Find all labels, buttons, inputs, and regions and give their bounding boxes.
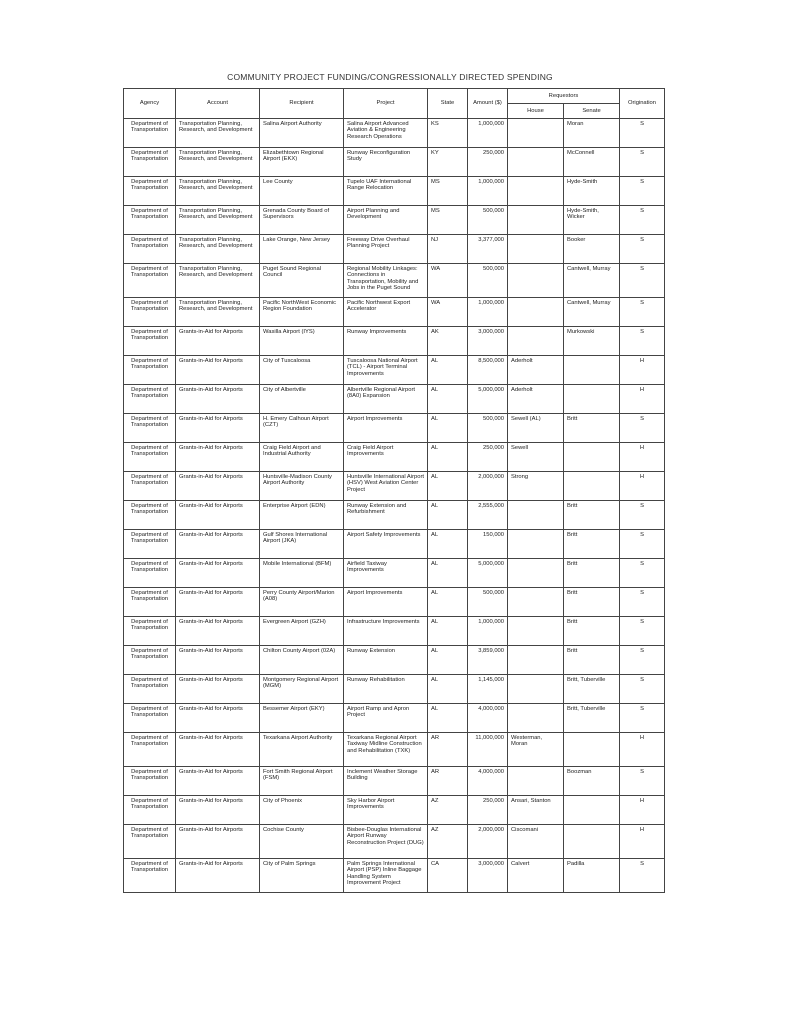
cell-origination: S xyxy=(620,646,665,675)
cell-state: AL xyxy=(428,356,468,385)
cell-amount: 3,000,000 xyxy=(468,327,508,356)
cell-agency: Department of Transportation xyxy=(124,206,176,235)
cell-state: AZ xyxy=(428,796,468,825)
cell-agency: Department of Transportation xyxy=(124,588,176,617)
table-row xyxy=(124,675,665,704)
cell-recipient: Chilton County Airport (02A) xyxy=(260,646,344,675)
cell-recipient: Grenada County Board of Supervisors xyxy=(260,206,344,235)
cell-account: Grants-in-Aid for Airports xyxy=(176,588,260,617)
cell-agency: Department of Transportation xyxy=(124,235,176,264)
cell-origination: S xyxy=(620,414,665,443)
cell-state: KY xyxy=(428,148,468,177)
cell-house: Ciscomani xyxy=(508,825,564,859)
cell-agency: Department of Transportation xyxy=(124,675,176,704)
cell-senate: Britt xyxy=(564,530,620,559)
cell-agency: Department of Transportation xyxy=(124,767,176,796)
cell-agency: Department of Transportation xyxy=(124,704,176,733)
cell-account: Grants-in-Aid for Airports xyxy=(176,733,260,767)
cell-recipient: Texarkana Airport Authority xyxy=(260,733,344,767)
cell-origination: S xyxy=(620,559,665,588)
cell-state: MS xyxy=(428,206,468,235)
col-header-requestors: Requestors xyxy=(508,89,620,104)
cell-origination: H xyxy=(620,356,665,385)
cell-recipient: Bessemer Airport (EKY) xyxy=(260,704,344,733)
cell-recipient: Gulf Shores International Airport (JKA) xyxy=(260,530,344,559)
cell-recipient: Mobile International (BFM) xyxy=(260,559,344,588)
cell-state: AL xyxy=(428,530,468,559)
cell-project: Tupelo UAF International Range Relocation xyxy=(344,177,428,206)
cell-senate: Britt xyxy=(564,559,620,588)
table-row xyxy=(124,119,665,148)
cell-state: AL xyxy=(428,443,468,472)
table-row xyxy=(124,327,665,356)
cell-agency: Department of Transportation xyxy=(124,472,176,501)
cell-project: Freeway Drive Overhaul Planning Project xyxy=(344,235,428,264)
cell-house xyxy=(508,119,564,148)
cell-origination: S xyxy=(620,235,665,264)
table-row xyxy=(124,264,665,298)
cell-amount: 3,859,000 xyxy=(468,646,508,675)
cell-origination: S xyxy=(620,704,665,733)
cell-project: Runway Improvements xyxy=(344,327,428,356)
cell-agency: Department of Transportation xyxy=(124,356,176,385)
cell-house xyxy=(508,675,564,704)
cell-state: AL xyxy=(428,385,468,414)
cell-agency: Department of Transportation xyxy=(124,796,176,825)
cell-senate: Booker xyxy=(564,235,620,264)
cell-senate xyxy=(564,356,620,385)
cell-state: AL xyxy=(428,704,468,733)
cell-house xyxy=(508,588,564,617)
cell-senate xyxy=(564,825,620,859)
cell-state: AR xyxy=(428,767,468,796)
table-row xyxy=(124,767,665,796)
cell-senate: Britt, Tuberville xyxy=(564,704,620,733)
cell-origination: S xyxy=(620,119,665,148)
cell-recipient: Elizabethtown Regional Airport (EKX) xyxy=(260,148,344,177)
cell-state: WA xyxy=(428,298,468,327)
cell-senate: Murkowski xyxy=(564,327,620,356)
cell-origination: S xyxy=(620,859,665,893)
col-header-state: State xyxy=(428,89,468,119)
cell-origination: H xyxy=(620,443,665,472)
cell-account: Grants-in-Aid for Airports xyxy=(176,825,260,859)
cell-amount: 500,000 xyxy=(468,588,508,617)
cell-account: Grants-in-Aid for Airports xyxy=(176,385,260,414)
cell-senate: Britt xyxy=(564,501,620,530)
table-row xyxy=(124,825,665,859)
cell-amount: 8,500,000 xyxy=(468,356,508,385)
cell-origination: H xyxy=(620,385,665,414)
cell-amount: 500,000 xyxy=(468,206,508,235)
cell-origination: H xyxy=(620,733,665,767)
cell-project: Airport Safety Improvements xyxy=(344,530,428,559)
table-row xyxy=(124,414,665,443)
cell-account: Grants-in-Aid for Airports xyxy=(176,559,260,588)
cell-state: NJ xyxy=(428,235,468,264)
cell-account: Grants-in-Aid for Airports xyxy=(176,617,260,646)
cell-recipient: Wasilla Airport (IYS) xyxy=(260,327,344,356)
cell-amount: 4,000,000 xyxy=(468,767,508,796)
cell-agency: Department of Transportation xyxy=(124,148,176,177)
cell-project: Texarkana Regional Airport Taxiway Midline Construction and Rehabilitation (TXK) xyxy=(344,733,428,767)
cell-recipient: H. Emery Calhoun Airport (CZT) xyxy=(260,414,344,443)
cell-house xyxy=(508,206,564,235)
table-row xyxy=(124,472,665,501)
cell-project: Pacific Northwest Export Accelerator xyxy=(344,298,428,327)
cell-amount: 3,000,000 xyxy=(468,859,508,893)
cell-amount: 11,000,000 xyxy=(468,733,508,767)
cell-amount: 1,000,000 xyxy=(468,298,508,327)
cell-recipient: Craig Field Airport and Industrial Authority xyxy=(260,443,344,472)
cell-recipient: Lee County xyxy=(260,177,344,206)
table-row xyxy=(124,617,665,646)
cell-amount: 1,000,000 xyxy=(468,177,508,206)
cell-senate: Hyde-Smith xyxy=(564,177,620,206)
cell-account: Transportation Planning, Research, and Development xyxy=(176,264,260,298)
cell-house xyxy=(508,767,564,796)
cell-agency: Department of Transportation xyxy=(124,327,176,356)
cell-senate: Cantwell, Murray xyxy=(564,298,620,327)
cell-recipient: Perry County Airport/Marion (A08) xyxy=(260,588,344,617)
cell-amount: 2,000,000 xyxy=(468,825,508,859)
table-row xyxy=(124,148,665,177)
cell-account: Grants-in-Aid for Airports xyxy=(176,796,260,825)
cell-senate: Boozman xyxy=(564,767,620,796)
cell-house: Westerman, Moran xyxy=(508,733,564,767)
cell-origination: S xyxy=(620,177,665,206)
cell-project: Sky Harbor Airport Improvements xyxy=(344,796,428,825)
cell-origination: S xyxy=(620,588,665,617)
cell-account: Transportation Planning, Research, and Development xyxy=(176,119,260,148)
cell-origination: H xyxy=(620,825,665,859)
cell-house: Sewell xyxy=(508,443,564,472)
cell-house xyxy=(508,559,564,588)
cell-agency: Department of Transportation xyxy=(124,646,176,675)
cell-agency: Department of Transportation xyxy=(124,559,176,588)
cell-house: Aderholt xyxy=(508,356,564,385)
cell-origination: S xyxy=(620,206,665,235)
cell-state: AR xyxy=(428,733,468,767)
cell-origination: S xyxy=(620,675,665,704)
cell-account: Grants-in-Aid for Airports xyxy=(176,356,260,385)
table-row xyxy=(124,298,665,327)
cell-project: Craig Field Airport Improvements xyxy=(344,443,428,472)
cell-state: AL xyxy=(428,472,468,501)
cell-recipient: Puget Sound Regional Council xyxy=(260,264,344,298)
cell-agency: Department of Transportation xyxy=(124,264,176,298)
cell-origination: S xyxy=(620,617,665,646)
cell-state: CA xyxy=(428,859,468,893)
cell-house xyxy=(508,617,564,646)
cell-project: Salina Airport Advanced Aviation & Engineering Research Operations xyxy=(344,119,428,148)
cell-account: Grants-in-Aid for Airports xyxy=(176,859,260,893)
cell-origination: H xyxy=(620,796,665,825)
table-row xyxy=(124,559,665,588)
cell-origination: S xyxy=(620,767,665,796)
cell-agency: Department of Transportation xyxy=(124,733,176,767)
table-row xyxy=(124,206,665,235)
cell-recipient: Salina Airport Authority xyxy=(260,119,344,148)
cell-recipient: Lake Orange, New Jersey xyxy=(260,235,344,264)
cell-recipient: City of Albertville xyxy=(260,385,344,414)
cell-senate: Hyde-Smith, Wicker xyxy=(564,206,620,235)
cell-recipient: Fort Smith Regional Airport (FSM) xyxy=(260,767,344,796)
cell-senate: Britt xyxy=(564,588,620,617)
cell-recipient: Cochise County xyxy=(260,825,344,859)
col-header-house: House xyxy=(508,104,564,119)
cell-project: Airfield Taxiway Improvements xyxy=(344,559,428,588)
cell-project: Runway Extension xyxy=(344,646,428,675)
cell-state: AL xyxy=(428,588,468,617)
table-row xyxy=(124,177,665,206)
cell-amount: 250,000 xyxy=(468,148,508,177)
cell-project: Bisbee-Douglas International Airport Runway Reconstruction Project (DUG) xyxy=(344,825,428,859)
spending-table xyxy=(123,88,665,893)
cell-state: KS xyxy=(428,119,468,148)
cell-senate xyxy=(564,733,620,767)
cell-origination: S xyxy=(620,148,665,177)
col-header-project: Project xyxy=(344,89,428,119)
cell-origination: S xyxy=(620,530,665,559)
cell-account: Grants-in-Aid for Airports xyxy=(176,472,260,501)
cell-senate xyxy=(564,385,620,414)
col-header-amount: Amount ($) xyxy=(468,89,508,119)
col-header-account: Account xyxy=(176,89,260,119)
cell-recipient: City of Palm Springs xyxy=(260,859,344,893)
cell-house xyxy=(508,177,564,206)
cell-origination: H xyxy=(620,472,665,501)
cell-agency: Department of Transportation xyxy=(124,617,176,646)
cell-amount: 250,000 xyxy=(468,796,508,825)
cell-house xyxy=(508,327,564,356)
table-row xyxy=(124,530,665,559)
cell-senate: Britt xyxy=(564,414,620,443)
table-row xyxy=(124,385,665,414)
cell-senate xyxy=(564,796,620,825)
cell-account: Grants-in-Aid for Airports xyxy=(176,675,260,704)
cell-senate: McConnell xyxy=(564,148,620,177)
cell-amount: 5,000,000 xyxy=(468,559,508,588)
cell-project: Infrastructure Improvements xyxy=(344,617,428,646)
cell-account: Grants-in-Aid for Airports xyxy=(176,443,260,472)
cell-account: Grants-in-Aid for Airports xyxy=(176,414,260,443)
col-header-senate: Senate xyxy=(564,104,620,119)
cell-house xyxy=(508,530,564,559)
cell-project: Runway Reconfiguration Study xyxy=(344,148,428,177)
cell-amount: 2,555,000 xyxy=(468,501,508,530)
cell-project: Airport Improvements xyxy=(344,414,428,443)
table-row xyxy=(124,235,665,264)
cell-project: Runway Rehabilitation xyxy=(344,675,428,704)
cell-account: Grants-in-Aid for Airports xyxy=(176,530,260,559)
cell-house: Ansari, Stanton xyxy=(508,796,564,825)
cell-agency: Department of Transportation xyxy=(124,530,176,559)
table-row xyxy=(124,443,665,472)
cell-state: AL xyxy=(428,646,468,675)
cell-senate: Cantwell, Murray xyxy=(564,264,620,298)
cell-project: Albertville Regional Airport (8A0) Expansion xyxy=(344,385,428,414)
cell-project: Airport Improvements xyxy=(344,588,428,617)
cell-project: Tuscaloosa National Airport (TCL) - Airport Terminal Improvements xyxy=(344,356,428,385)
cell-account: Transportation Planning, Research, and Development xyxy=(176,298,260,327)
cell-amount: 150,000 xyxy=(468,530,508,559)
cell-recipient: Huntsville-Madison County Airport Authority xyxy=(260,472,344,501)
cell-amount: 2,000,000 xyxy=(468,472,508,501)
cell-recipient: City of Tuscaloosa xyxy=(260,356,344,385)
cell-senate: Britt xyxy=(564,646,620,675)
cell-senate: Moran xyxy=(564,119,620,148)
table-row xyxy=(124,501,665,530)
cell-senate: Padilla xyxy=(564,859,620,893)
document-title: COMMUNITY PROJECT FUNDING/CONGRESSIONALLY DIRECTED SPENDING xyxy=(227,72,553,82)
cell-project: Inclement Weather Storage Building xyxy=(344,767,428,796)
cell-house: Calvert xyxy=(508,859,564,893)
cell-state: AL xyxy=(428,559,468,588)
cell-house xyxy=(508,646,564,675)
table-body xyxy=(124,119,665,893)
cell-state: MS xyxy=(428,177,468,206)
cell-recipient: Montgomery Regional Airport (MGM) xyxy=(260,675,344,704)
cell-origination: S xyxy=(620,298,665,327)
cell-project: Palm Springs International Airport (PSP) Inline Baggage Handling System Improvement Project xyxy=(344,859,428,893)
cell-agency: Department of Transportation xyxy=(124,414,176,443)
cell-state: AL xyxy=(428,414,468,443)
cell-house: Aderholt xyxy=(508,385,564,414)
cell-project: Airport Planning and Development xyxy=(344,206,428,235)
cell-amount: 5,000,000 xyxy=(468,385,508,414)
table-row xyxy=(124,704,665,733)
cell-state: WA xyxy=(428,264,468,298)
cell-account: Transportation Planning, Research, and Development xyxy=(176,206,260,235)
table-row xyxy=(124,733,665,767)
cell-amount: 1,000,000 xyxy=(468,119,508,148)
cell-house xyxy=(508,501,564,530)
cell-recipient: Pacific NorthWest Economic Region Foundation xyxy=(260,298,344,327)
cell-account: Transportation Planning, Research, and Development xyxy=(176,148,260,177)
table-row xyxy=(124,588,665,617)
cell-state: AZ xyxy=(428,825,468,859)
cell-house xyxy=(508,235,564,264)
table-row xyxy=(124,859,665,893)
cell-state: AL xyxy=(428,501,468,530)
col-header-recipient: Recipient xyxy=(260,89,344,119)
cell-account: Grants-in-Aid for Airports xyxy=(176,501,260,530)
cell-amount: 3,377,000 xyxy=(468,235,508,264)
cell-agency: Department of Transportation xyxy=(124,859,176,893)
cell-agency: Department of Transportation xyxy=(124,298,176,327)
cell-recipient: Evergreen Airport (GZH) xyxy=(260,617,344,646)
cell-account: Grants-in-Aid for Airports xyxy=(176,327,260,356)
cell-origination: S xyxy=(620,327,665,356)
cell-agency: Department of Transportation xyxy=(124,501,176,530)
cell-senate xyxy=(564,443,620,472)
cell-account: Transportation Planning, Research, and Development xyxy=(176,235,260,264)
cell-senate: Britt, Tuberville xyxy=(564,675,620,704)
cell-agency: Department of Transportation xyxy=(124,119,176,148)
cell-agency: Department of Transportation xyxy=(124,825,176,859)
cell-state: AK xyxy=(428,327,468,356)
table-row xyxy=(124,646,665,675)
table-row xyxy=(124,356,665,385)
cell-senate xyxy=(564,472,620,501)
cell-house xyxy=(508,264,564,298)
cell-state: AL xyxy=(428,675,468,704)
cell-agency: Department of Transportation xyxy=(124,177,176,206)
cell-account: Grants-in-Aid for Airports xyxy=(176,646,260,675)
cell-house: Sewell (AL) xyxy=(508,414,564,443)
cell-amount: 500,000 xyxy=(468,264,508,298)
cell-house xyxy=(508,298,564,327)
cell-account: Transportation Planning, Research, and Development xyxy=(176,177,260,206)
cell-amount: 1,000,000 xyxy=(468,617,508,646)
cell-agency: Department of Transportation xyxy=(124,385,176,414)
cell-origination: S xyxy=(620,501,665,530)
cell-house xyxy=(508,704,564,733)
cell-recipient: Enterprise Airport (EDN) xyxy=(260,501,344,530)
cell-amount: 1,145,000 xyxy=(468,675,508,704)
cell-state: AL xyxy=(428,617,468,646)
cell-project: Airport Ramp and Apron Project xyxy=(344,704,428,733)
col-header-agency: Agency xyxy=(124,89,176,119)
cell-project: Regional Mobility Linkages: Connections in Transportation, Mobility and Jobs in the Puget Sound xyxy=(344,264,428,298)
cell-house xyxy=(508,148,564,177)
table-row xyxy=(124,796,665,825)
table-header xyxy=(124,89,665,119)
col-header-origination: Origination xyxy=(620,89,665,119)
cell-amount: 4,000,000 xyxy=(468,704,508,733)
cell-account: Grants-in-Aid for Airports xyxy=(176,704,260,733)
cell-account: Grants-in-Aid for Airports xyxy=(176,767,260,796)
cell-project: Huntsville International Airport (HSV) West Aviation Center Project xyxy=(344,472,428,501)
cell-amount: 250,000 xyxy=(468,443,508,472)
cell-recipient: City of Phoenix xyxy=(260,796,344,825)
cell-senate: Britt xyxy=(564,617,620,646)
cell-amount: 500,000 xyxy=(468,414,508,443)
cell-project: Runway Extension and Refurbishment xyxy=(344,501,428,530)
cell-origination: S xyxy=(620,264,665,298)
cell-house: Strong xyxy=(508,472,564,501)
cell-agency: Department of Transportation xyxy=(124,443,176,472)
